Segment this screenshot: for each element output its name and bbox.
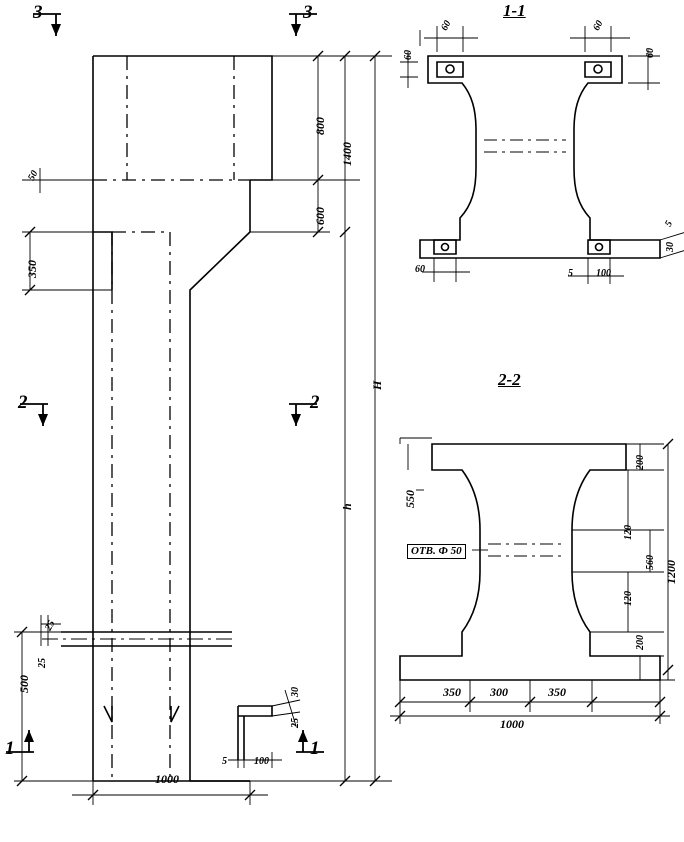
dim-30-plate: 30 xyxy=(290,687,301,697)
dim-800: 800 xyxy=(313,117,327,135)
dim-h: h xyxy=(340,503,354,510)
dim-50-left: 50 xyxy=(26,168,41,183)
hole-note-label: ОТВ. Ф 50 xyxy=(407,544,466,559)
dim-25-plate: 25 xyxy=(290,718,301,728)
sec2-dim-200-bot: 200 xyxy=(635,635,646,650)
sec2-dim-560: 560 xyxy=(645,555,656,570)
sec2-dim-350-left: 350 xyxy=(443,685,461,699)
sec1-dim-60-d: 60 xyxy=(645,48,656,58)
section-mark-1-right: 1 xyxy=(310,738,320,759)
section-mark-3-right: 3 xyxy=(303,2,313,23)
dim-1000-bottom: 1000 xyxy=(155,772,179,786)
sec2-dim-120-top: 120 xyxy=(623,525,634,540)
sec2-dim-300: 300 xyxy=(490,685,508,699)
dim-100-bottom: 100 xyxy=(254,756,269,767)
sec1-dim-60-b: 60 xyxy=(591,18,606,33)
section-mark-1-left: 1 xyxy=(5,738,15,759)
dim-600: 600 xyxy=(313,207,327,225)
sec2-dim-200-top: 200 xyxy=(635,455,646,470)
section-mark-3-left: 3 xyxy=(33,2,43,23)
dim-25-lower: 25 xyxy=(37,658,48,668)
sec2-dim-120-bot: 120 xyxy=(623,591,634,606)
section-mark-2-left: 2 xyxy=(18,392,28,413)
sec1-dim-100: 100 xyxy=(596,268,611,279)
sec1-dim-5-right: 5 xyxy=(663,219,676,229)
sec2-dim-1200: 1200 xyxy=(664,560,678,584)
dim-H: H xyxy=(370,380,384,390)
dim-500: 500 xyxy=(17,675,31,693)
sec2-dim-350-right: 350 xyxy=(548,685,566,699)
section-mark-2-right: 2 xyxy=(310,392,320,413)
sec2-dim-1000: 1000 xyxy=(500,717,524,731)
sec2-dim-550: 550 xyxy=(403,490,417,508)
section-title-1-1: 1-1 xyxy=(503,1,526,20)
dim-5-bottom: 5 xyxy=(222,756,227,767)
sec1-dim-60-a: 60 xyxy=(439,18,454,33)
sec1-dim-60-e: 60 xyxy=(415,264,425,275)
section-title-2-2: 2-2 xyxy=(498,370,521,389)
dim-1400: 1400 xyxy=(340,142,354,166)
sec1-dim-60-c: 60 xyxy=(403,50,414,60)
dim-25-upper: 25 xyxy=(43,618,58,633)
sec1-dim-5: 5 xyxy=(568,268,573,279)
dim-350: 350 xyxy=(25,260,39,278)
sec1-dim-30-right: 30 xyxy=(665,242,676,252)
